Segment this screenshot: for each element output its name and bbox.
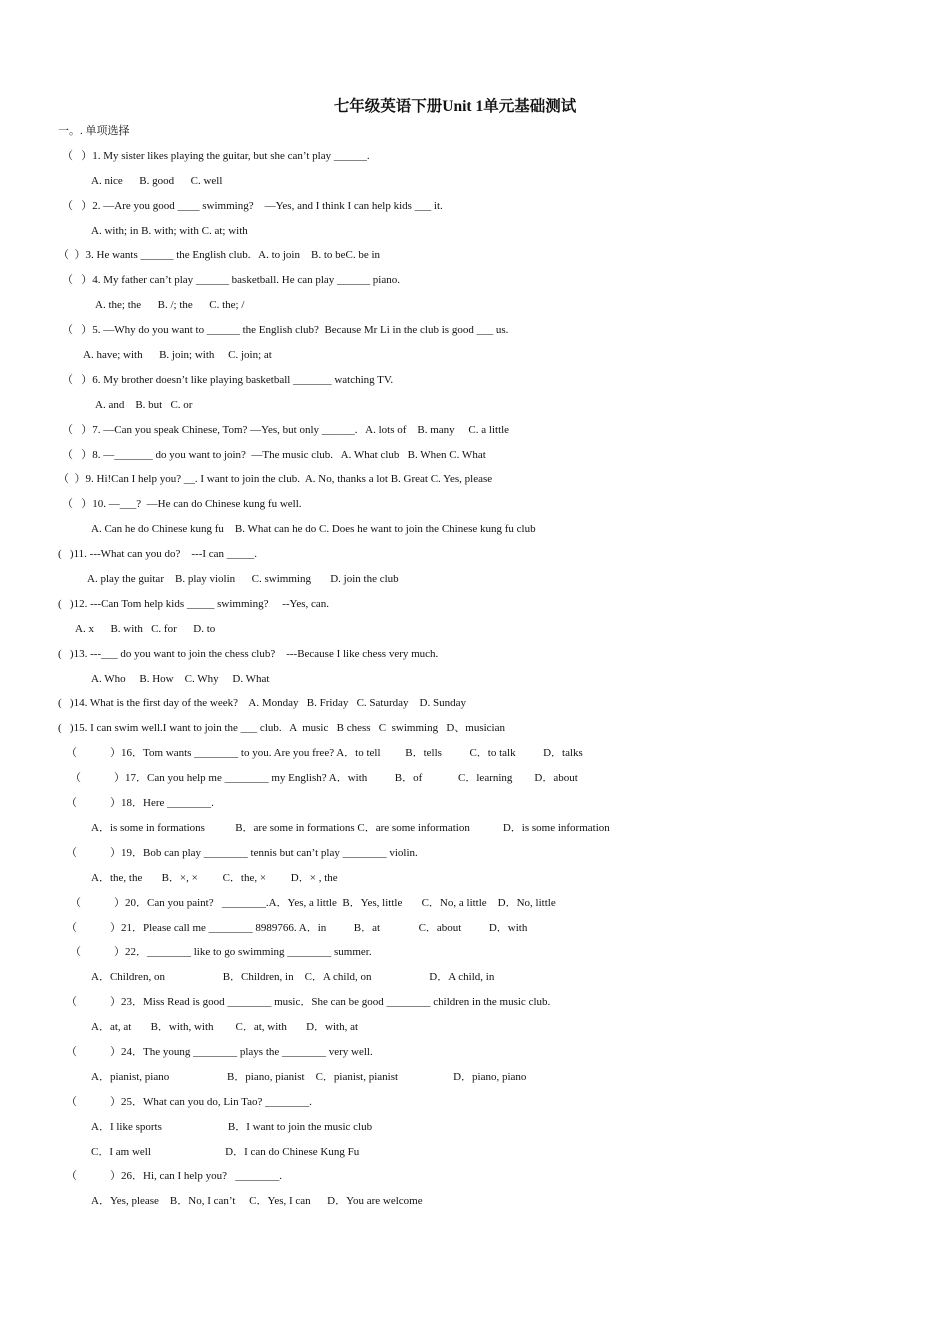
option-line: A．Children, on B．Children, in C．A child, on D．A child, in: [91, 971, 495, 984]
question-line: （ ）5. —Why do you want to ______ the English club? Because Mr Li in the club is good ___ us.: [62, 324, 509, 337]
question-line: （ ）10. —___? —He can do Chinese kung fu well.: [62, 498, 302, 511]
question-line: （ ）16．Tom wants ________ to you. Are you free? A．to tell B．tells C．to talk D．talks: [66, 747, 583, 760]
question-line: ( )14. What is the first day of the week? A. Monday B. Friday C. Saturday D. Sunday: [58, 697, 466, 710]
option-line: A. nice B. good C. well: [91, 174, 223, 187]
question-line: （ ）17．Can you help me ________ my English? A．with B．of C．learning D．about: [70, 772, 578, 785]
option-line: A. x B. with C. for D. to: [75, 622, 216, 635]
question-line: （ ）6. My brother doesn’t like playing basketball _______ watching TV.: [62, 373, 394, 386]
option-line: A. have; with B. join; with C. join; at: [83, 349, 272, 362]
option-line: A. Can he do Chinese kung fu B. What can he do C. Does he want to join the Chinese kung fu club: [91, 523, 536, 536]
question-line: （ ）2. —Are you good ____ swimming? —Yes, and I think I can help kids ___ it.: [62, 199, 443, 212]
option-line: A. and B. but C. or: [95, 398, 193, 411]
question-line: ( )12. ---Can Tom help kids _____ swimming? --Yes, can.: [58, 597, 330, 610]
question-line: （ ）9. Hi!Can I help you? __. I want to join the club. A. No, thanks a lot B. Great C. Yes, please: [58, 473, 493, 486]
option-line: A. with; in B. with; with C. at; with: [91, 224, 248, 237]
option-line: A．at, at B．with, with C．at, with D．with, at: [91, 1021, 359, 1034]
option-line: A．is some in formations B．are some in formations C．are some information D．is some information: [91, 821, 610, 834]
question-line: ( )11. ---What can you do? ---I can _____.: [58, 548, 258, 561]
question-list: [0, 119, 950, 1214]
option-line: A. play the guitar B. play violin C. swimming D. join the club: [87, 573, 399, 586]
question-line: （ ）18．Here ________.: [66, 797, 214, 810]
question-line: （ ）23．Miss Read is good ________ music．She can be good ________ children in the music club.: [66, 996, 551, 1009]
option-line: A．pianist, piano B．piano, pianist C．pianist, pianist D．piano, piano: [91, 1070, 527, 1083]
question-line: （ ）20．Can you paint? ________.A．Yes, a little B．Yes, little C．No, a little D．No, little: [70, 896, 556, 909]
question-line: （ ）21．Please call me ________ 8989766. A．in B．at C．about D．with: [66, 921, 528, 934]
question-line: （ ）1. My sister likes playing the guitar, but she can’t play ______.: [62, 149, 370, 162]
question-line: ( )15. I can swim well.I want to join the ___ club. A music B chess C swimming D、musician: [58, 722, 505, 735]
option-line: A. the; the B. /; the C. the; /: [95, 299, 245, 312]
question-line: （ ）26．Hi, can I help you? ________.: [66, 1170, 282, 1183]
question-line: （ ）7. —Can you speak Chinese, Tom? —Yes, but only ______. A. lots of B. many C. a little: [62, 423, 510, 436]
question-line: （ ）19．Bob can play ________ tennis but can’t play ________ violin.: [66, 846, 418, 859]
section-heading: 一。. 单项选择: [58, 125, 130, 137]
page-title: 七年级英语下册Unit 1单元基础测试: [333, 98, 577, 115]
option-line: A. Who B. How C. Why D. What: [91, 672, 270, 685]
question-line: ( )13. ---___ do you want to join the chess club? ---Because I like chess very much.: [58, 647, 439, 660]
question-line: （ ）3. He wants ______ the English club. A. to join B. to beC. be in: [58, 249, 381, 262]
question-line: （ ）8. —_______ do you want to join? —The music club. A. What club B. When C. What: [62, 448, 486, 461]
option-line: A．I like sports B．I want to join the music club: [91, 1120, 373, 1133]
question-line: （ ）24．The young ________ plays the ________ very well.: [66, 1045, 373, 1058]
question-line: （ ）25．What can you do, Lin Tao? ________.: [66, 1095, 312, 1108]
option-line: A．Yes, please B．No, I can’t C．Yes, I can D．You are welcome: [91, 1195, 423, 1208]
option-line: A．the, the B．×, × C．the, × D．× , the: [91, 871, 338, 884]
question-line: （ ）4. My father can’t play ______ basketball. He can play ______ piano.: [62, 274, 400, 287]
question-line: （ ）22．________ like to go swimming ________ summer.: [70, 946, 372, 959]
option-line: C．I am well D．I can do Chinese Kung Fu: [91, 1145, 360, 1158]
